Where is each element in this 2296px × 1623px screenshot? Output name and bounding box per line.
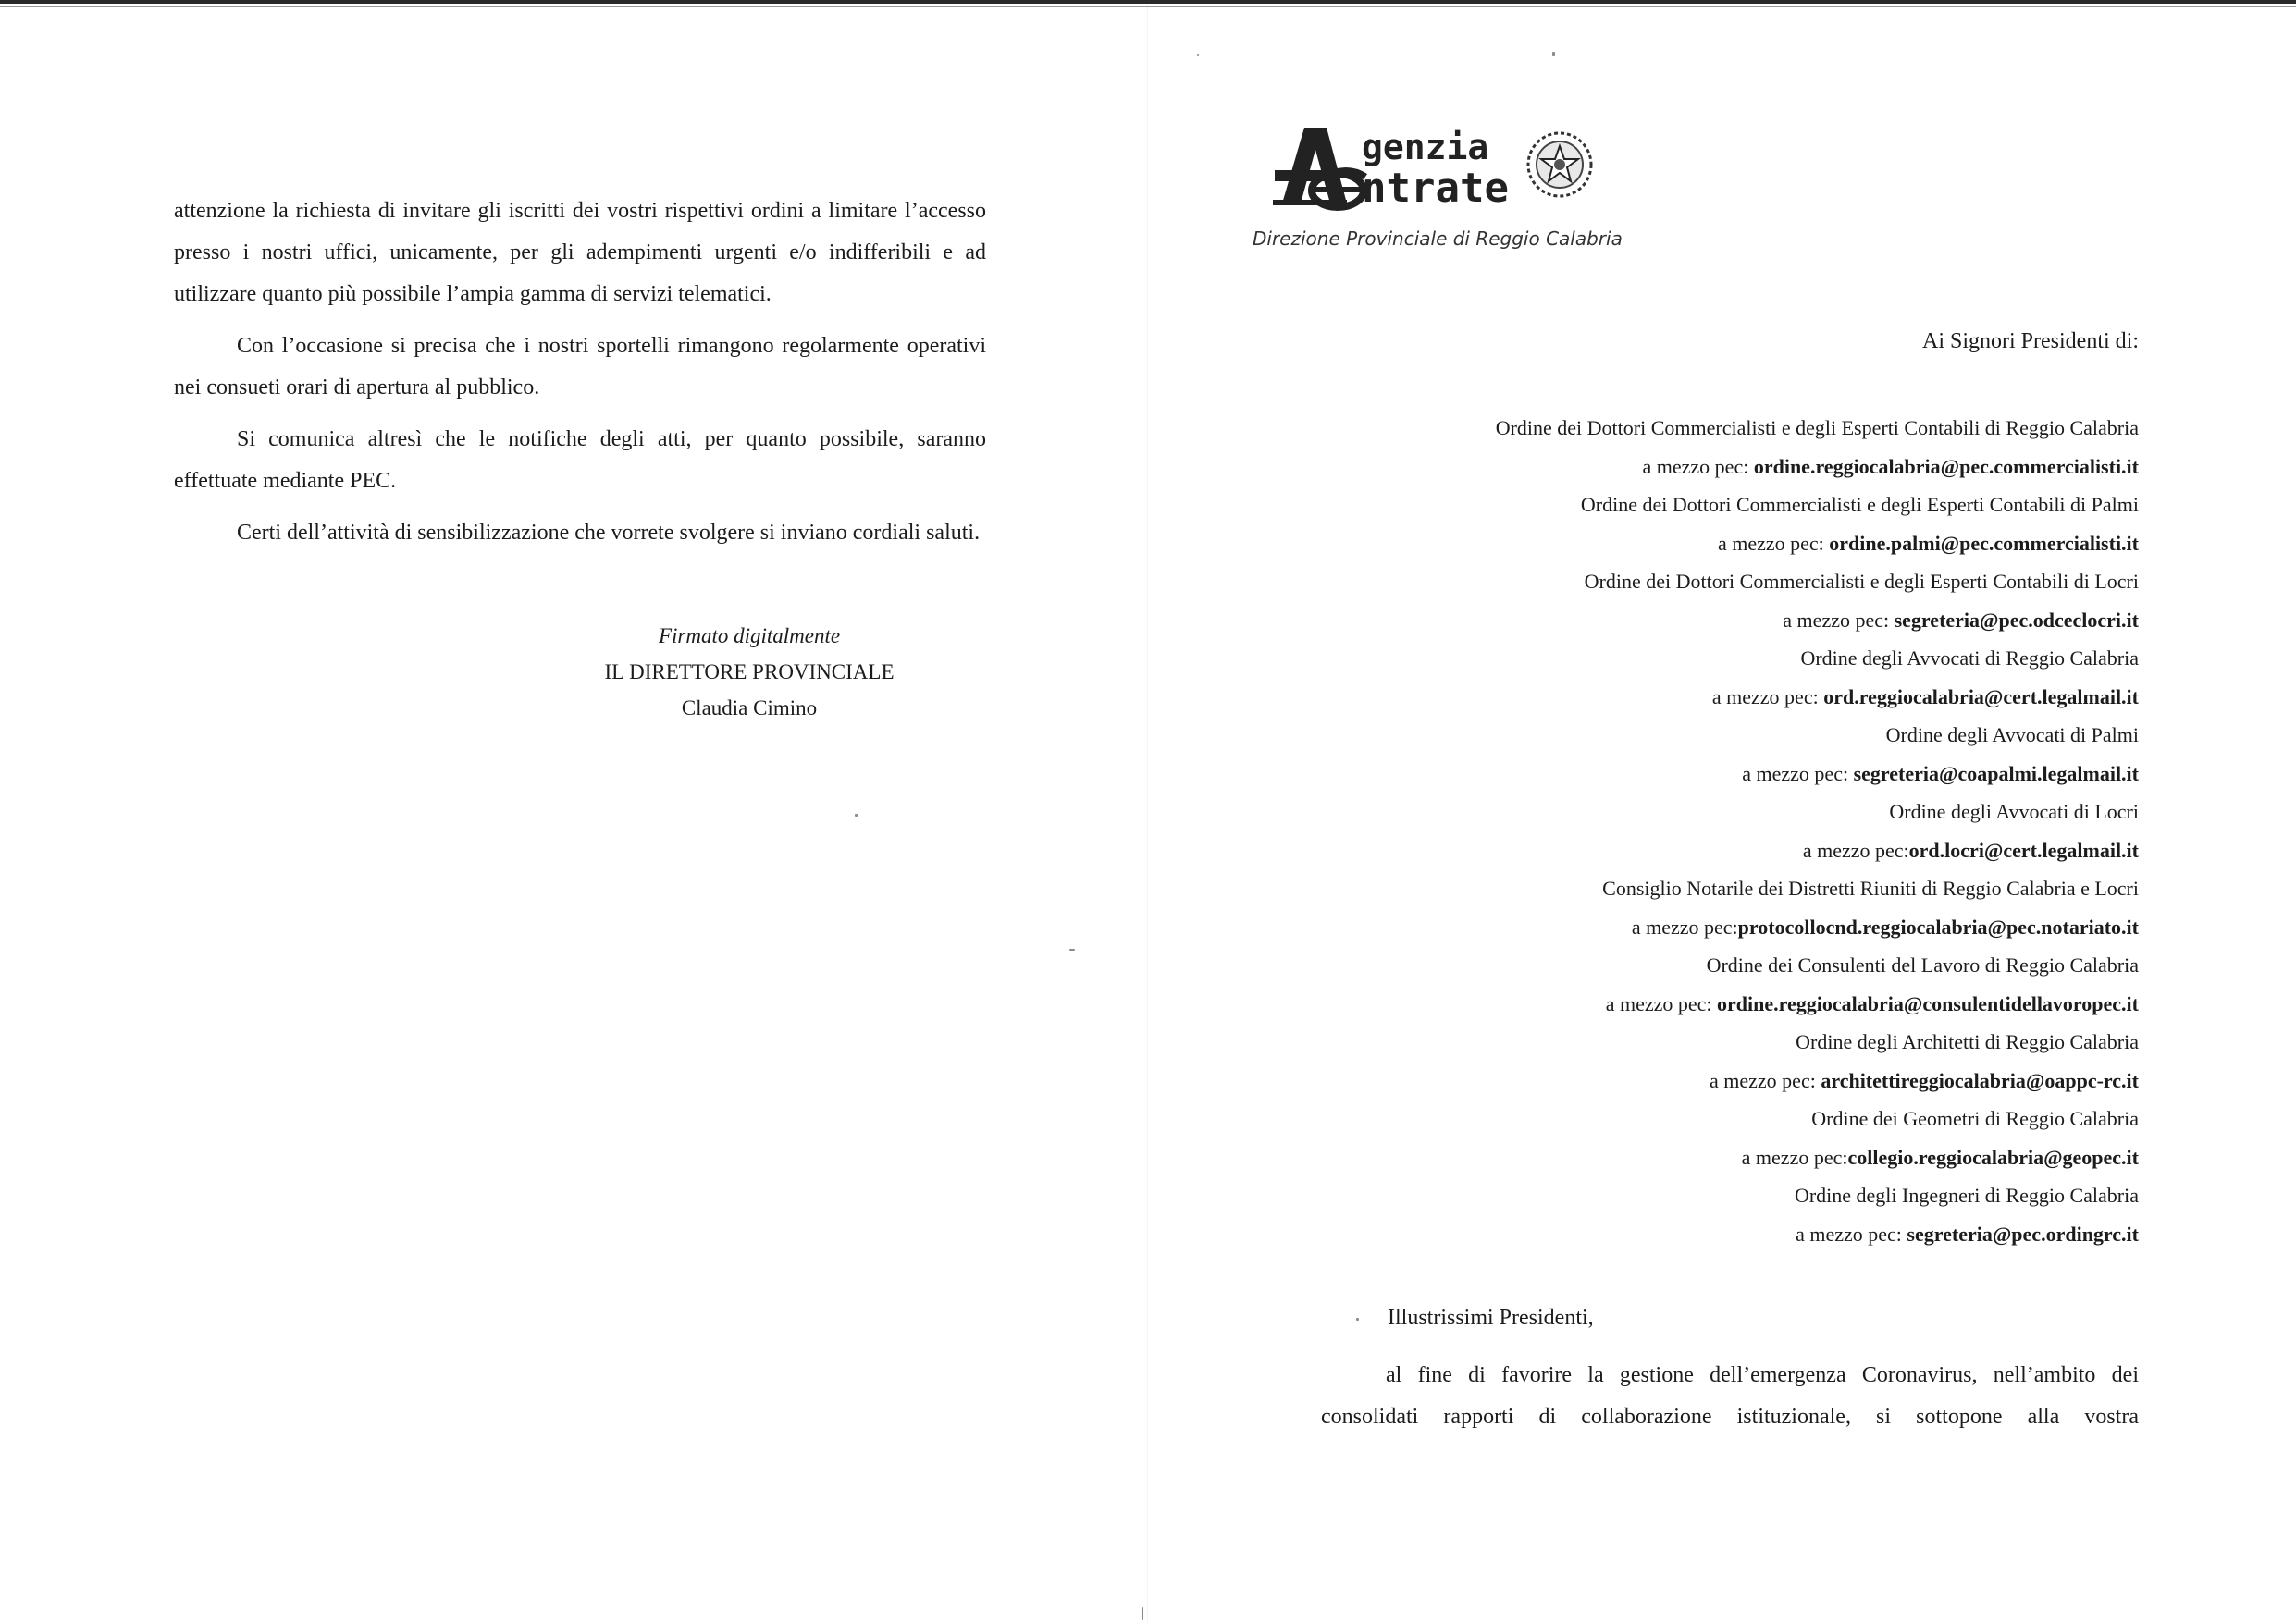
pec-address: ord.locri@cert.legalmail.it — [1908, 838, 2139, 862]
agenzia-entrate-logo — [1273, 122, 1599, 211]
pec-address: segreteria@coapalmi.legalmail.it — [1853, 761, 2139, 785]
pec-prefix: a mezzo pec: — [1717, 531, 1830, 555]
scan-top-rule-thin — [0, 6, 2296, 7]
pec-prefix: a mezzo pec: — [1711, 684, 1824, 708]
pec-prefix: a mezzo pec: — [1796, 1222, 1907, 1246]
recipient-pec-line — [1214, 831, 2139, 870]
scan-top-rule — [0, 0, 2296, 4]
scan-speck — [1197, 54, 1199, 56]
recipient-org: Ordine degli Ingegneri di Reggio Calabria — [1794, 1184, 2139, 1207]
pec-prefix: a mezzo pec: — [1642, 454, 1754, 478]
paragraph-4: Certi dell’attività di sensibilizzazione che vorrete svolgere si inviano cordiali saluti. — [237, 521, 981, 545]
recipient-pec-line — [1214, 985, 2139, 1024]
pec-address: ordine.palmi@pec.commercialisti.it — [1829, 531, 2139, 555]
recipient-pec-line — [1214, 755, 2139, 793]
scan-speck — [1552, 52, 1555, 56]
pec-address: segreteria@pec.ordingrc.it — [1907, 1222, 2139, 1246]
scan-speck — [1069, 949, 1075, 951]
paragraph-1: attenzione la richiesta di invitare gli iscritti dei vostri rispettivi ordini a limitare l’accesso presso i nostri uffici, unicamente, per gli adempimenti urgenti e/o indifferibili e ad utilizzare quanto più possibile l’ampia gamma di servizi telematici. — [174, 199, 986, 306]
logo-line2: ntrate — [1362, 165, 1509, 211]
addressee-heading: Ai Signori Presidenti di: — [1922, 329, 2139, 353]
recipient-org: Ordine degli Avvocati di Reggio Calabria — [1800, 646, 2139, 670]
pec-prefix: a mezzo pec: — [1605, 991, 1718, 1015]
pec-address: ordine.reggiocalabria@consulentidellavoropec.it — [1717, 991, 2139, 1015]
recipient-pec-line — [1214, 678, 2139, 717]
paragraph-3: Si comunica altresì che le notifiche degli atti, per quanto possibile, saranno effettuate mediante PEC. — [174, 427, 986, 493]
recipient-org: Ordine degli Avvocati di Locri — [1889, 800, 2139, 823]
recipient-org: Ordine dei Dottori Commercialisti e degli Esperti Contabili di Locri — [1584, 570, 2139, 593]
salutation: Illustrissimi Presidenti, — [1388, 1306, 1594, 1330]
recipient-pec-line — [1214, 908, 2139, 947]
paragraph-2: Con l’occasione si precisa che i nostri sportelli rimangono regolarmente operativi nei consueti orari di apertura al pubblico. — [174, 334, 986, 400]
recipient-org: Ordine dei Geometri di Reggio Calabria — [1811, 1107, 2139, 1130]
recipient-org: Ordine dei Dottori Commercialisti e degli Esperti Contabili di Reggio Calabria — [1495, 416, 2139, 439]
pec-address: segreteria@pec.odceclocri.it — [1894, 608, 2139, 632]
signature-digital: Firmato digitalmente — [658, 624, 841, 647]
signature-name: Claudia Cimino — [681, 696, 818, 719]
recipient-org: Ordine dei Consulenti del Lavoro di Reggio Calabria — [1706, 953, 2139, 977]
pec-prefix: a mezzo pec: — [1783, 608, 1895, 632]
pec-prefix: a mezzo pec: — [1631, 915, 1738, 939]
signature-role: IL DIRETTORE PROVINCIALE — [604, 660, 895, 683]
scan-speck — [1356, 1318, 1359, 1321]
pec-prefix: a mezzo pec: — [1741, 1145, 1848, 1169]
scan-speck — [855, 814, 858, 817]
signature-block — [518, 618, 981, 726]
pec-address: architettireggiocalabria@oappc-rc.it — [1821, 1068, 2139, 1092]
recipient-org: Ordine degli Architetti di Reggio Calabria — [1796, 1030, 2139, 1053]
left-page-text — [174, 191, 986, 564]
logo-line1: genzia — [1362, 127, 1489, 167]
pec-address: collegio.reggiocalabria@geopec.it — [1847, 1145, 2139, 1169]
recipient-pec-line — [1214, 448, 2139, 486]
emblem-icon — [1528, 133, 1591, 196]
recipient-org: Ordine dei Dottori Commercialisti e degli Esperti Contabili di Palmi — [1580, 493, 2139, 516]
directorate-subtitle: Direzione Provinciale di Reggio Calabria — [1253, 227, 1623, 250]
pec-prefix: a mezzo pec: — [1802, 838, 1909, 862]
page-fold — [1147, 0, 1148, 1623]
pec-address: protocollocnd.reggiocalabria@pec.notariato.it — [1737, 915, 2139, 939]
recipient-pec-line — [1214, 524, 2139, 563]
recipient-pec-line — [1214, 1138, 2139, 1177]
pec-prefix: a mezzo pec: — [1742, 761, 1854, 785]
recipient-org: Ordine degli Avvocati di Palmi — [1885, 723, 2139, 746]
pec-address: ordine.reggiocalabria@pec.commercialisti.it — [1753, 454, 2139, 478]
pec-address: ord.reggiocalabria@cert.legalmail.it — [1823, 684, 2139, 708]
recipient-org: Consiglio Notarile dei Distretti Riuniti di Reggio Calabria e Locri — [1602, 877, 2139, 900]
recipient-pec-line — [1214, 601, 2139, 640]
recipient-list — [1214, 409, 2139, 1253]
scan-speck — [1142, 1607, 1143, 1620]
letter-body-start: al fine di favorire la gestione dell’emergenza Coronavirus, nell’ambito dei consolidati rapporti di collaborazione istituzionale, si sottopone alla vostra — [1321, 1363, 2139, 1429]
pec-prefix: a mezzo pec: — [1710, 1068, 1821, 1092]
recipient-pec-line — [1214, 1215, 2139, 1254]
recipient-pec-line — [1214, 1062, 2139, 1100]
